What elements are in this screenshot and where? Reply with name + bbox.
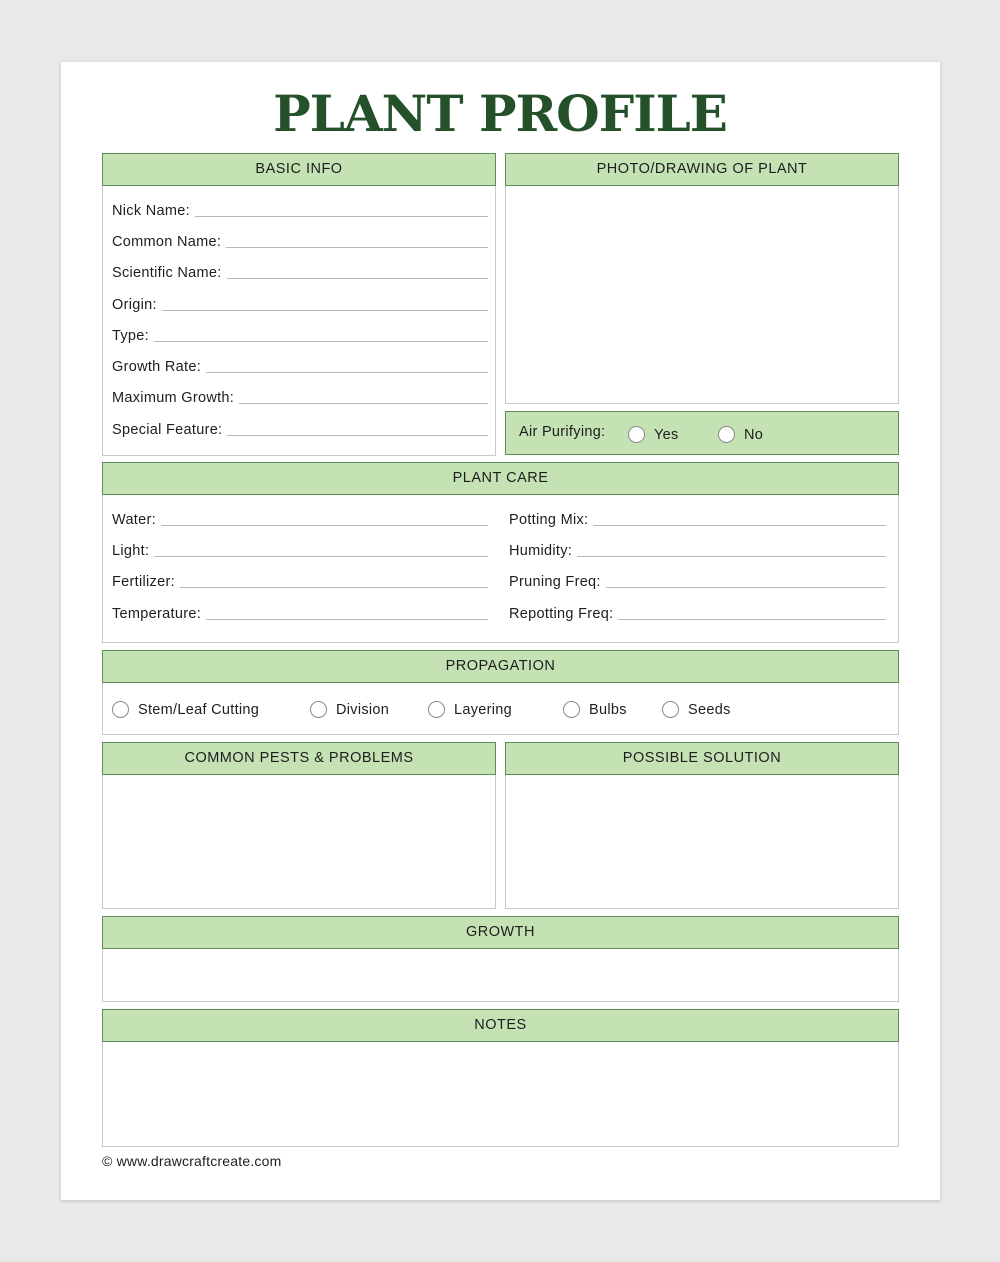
field-label: Origin:: [112, 297, 157, 313]
nick-name-field[interactable]: [112, 200, 488, 220]
field-label: Light:: [112, 543, 150, 559]
radio-circle[interactable]: [112, 701, 129, 718]
fill-line[interactable]: [162, 310, 488, 311]
radio-circle[interactable]: [310, 701, 327, 718]
field-label: Maximum Growth:: [112, 390, 235, 406]
field-label: Pruning Freq:: [509, 574, 601, 590]
air-purifying-yes[interactable]: [628, 426, 679, 443]
fill-line[interactable]: [577, 556, 886, 557]
radio-label: Layering: [454, 701, 513, 718]
radio-label: No: [744, 426, 764, 443]
radio-circle[interactable]: [718, 426, 735, 443]
origin-field[interactable]: [112, 294, 488, 314]
water-field[interactable]: [112, 509, 488, 529]
fill-line[interactable]: [593, 525, 886, 526]
fill-line[interactable]: [195, 216, 488, 217]
fill-line[interactable]: [206, 372, 488, 373]
special-feature-field[interactable]: [112, 419, 488, 439]
radio-label: Division: [336, 701, 390, 718]
propagation-layering[interactable]: [428, 701, 512, 718]
propagation-seeds[interactable]: [662, 701, 731, 718]
copyright-footer: © www.drawcraftcreate.com: [102, 1153, 282, 1169]
field-label: Repotting Freq:: [509, 606, 614, 622]
solution-heading: POSSIBLE SOLUTION: [505, 742, 899, 775]
growth-panel[interactable]: [102, 916, 899, 1002]
repotting-freq-field[interactable]: [509, 603, 886, 623]
field-label: Nick Name:: [112, 203, 190, 219]
page-title: PLANT PROFILE: [273, 84, 727, 143]
fill-line[interactable]: [154, 341, 488, 342]
fill-line[interactable]: [618, 619, 886, 620]
radio-circle[interactable]: [662, 701, 679, 718]
basic-info-heading: BASIC INFO: [102, 153, 496, 186]
notes-panel[interactable]: [102, 1009, 899, 1147]
propagation-heading: PROPAGATION: [102, 650, 899, 683]
radio-circle[interactable]: [628, 426, 645, 443]
type-field[interactable]: [112, 325, 488, 345]
growth-heading: GROWTH: [102, 916, 899, 949]
air-purifying-no[interactable]: [718, 426, 763, 443]
field-label: Growth Rate:: [112, 359, 202, 375]
fertilizer-field[interactable]: [112, 571, 488, 591]
field-label: Humidity:: [509, 543, 573, 559]
fill-line[interactable]: [180, 587, 488, 588]
growth-rate-field[interactable]: [112, 356, 488, 376]
fill-line[interactable]: [161, 525, 488, 526]
fill-line[interactable]: [227, 278, 488, 279]
humidity-field[interactable]: [509, 540, 886, 560]
common-name-field[interactable]: [112, 231, 488, 251]
propagation-stem-leaf-cutting[interactable]: [112, 701, 259, 718]
plant-care-heading: PLANT CARE: [102, 462, 899, 495]
radio-label: Stem/Leaf Cutting: [138, 701, 260, 718]
field-label: Type:: [112, 328, 149, 344]
radio-label: Bulbs: [589, 701, 627, 718]
radio-circle[interactable]: [428, 701, 445, 718]
propagation-panel: [102, 650, 899, 735]
field-label: Water:: [112, 512, 156, 528]
fill-line[interactable]: [606, 587, 886, 588]
radio-label: Yes: [654, 426, 679, 443]
propagation-division[interactable]: [310, 701, 389, 718]
fill-line[interactable]: [226, 247, 488, 248]
field-label: Fertilizer:: [112, 574, 175, 590]
field-label: Scientific Name:: [112, 265, 222, 281]
propagation-bulbs[interactable]: [563, 701, 627, 718]
scientific-name-field[interactable]: [112, 262, 488, 282]
solution-panel[interactable]: [505, 742, 899, 909]
maximum-growth-field[interactable]: [112, 387, 488, 407]
temperature-field[interactable]: [112, 603, 488, 623]
fill-line[interactable]: [206, 619, 488, 620]
fill-line[interactable]: [154, 556, 488, 557]
pests-heading: COMMON PESTS & PROBLEMS: [102, 742, 496, 775]
pruning-freq-field[interactable]: [509, 571, 886, 591]
field-label: Special Feature:: [112, 422, 223, 438]
field-label: Common Name:: [112, 234, 222, 250]
air-purifying-bar: [505, 411, 899, 455]
fill-line[interactable]: [227, 435, 488, 436]
light-field[interactable]: [112, 540, 488, 560]
fill-line[interactable]: [239, 403, 488, 404]
field-label: Temperature:: [112, 606, 202, 622]
photo-heading: PHOTO/DRAWING OF PLANT: [505, 153, 899, 186]
field-label: Potting Mix:: [509, 512, 589, 528]
notes-heading: NOTES: [102, 1009, 899, 1042]
air-purifying-label: Air Purifying:: [519, 424, 606, 440]
radio-circle[interactable]: [563, 701, 580, 718]
photo-panel[interactable]: [505, 153, 899, 404]
potting-mix-field[interactable]: [509, 509, 886, 529]
pests-panel[interactable]: [102, 742, 496, 909]
radio-label: Seeds: [688, 701, 731, 718]
